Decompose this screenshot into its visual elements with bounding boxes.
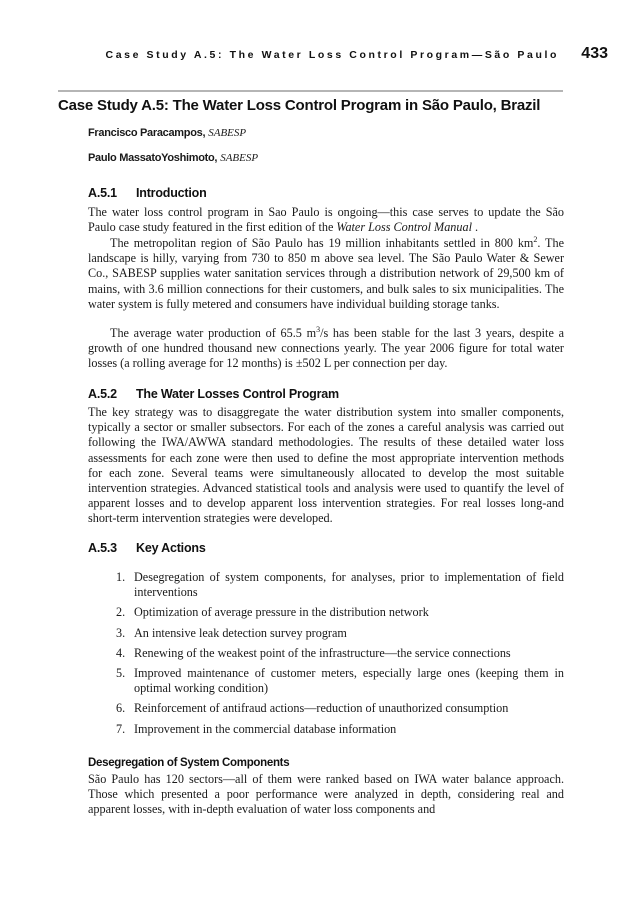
section-heading-key-actions <box>88 541 206 555</box>
subheading-desegregation: Desegregation of System Components <box>88 757 290 769</box>
item-text: Improved maintenance of customer meters, especially large ones (keeping them in optimal working condition) <box>134 666 564 696</box>
section-number: A.5.3 <box>88 541 117 555</box>
section-number: A.5.2 <box>88 387 117 401</box>
intro-paragraph-3 <box>88 326 564 372</box>
list-item <box>88 646 564 661</box>
item-text: Desegregation of system components, for analyses, prior to implementation of field interventions <box>134 570 564 600</box>
item-number: 4. <box>116 645 126 660</box>
list-item <box>88 605 564 620</box>
section-title: Introduction <box>136 186 207 200</box>
author-name: Francisco Paracampos, <box>88 127 206 139</box>
item-text: Improvement in the commercial database information <box>134 721 397 736</box>
item-text: Reinforcement of antifraud actions—reduction of unauthorized consumption <box>134 701 509 716</box>
running-head <box>0 45 619 67</box>
section-title: Key Actions <box>136 541 206 555</box>
item-number: 2. <box>116 605 126 620</box>
section-heading-introduction <box>88 186 207 200</box>
manual-title: Water Loss Control Manual <box>336 220 472 235</box>
text: . The landscape is hilly, varying from 730 to 850 m above sea level. The São Paulo Water & Sewer Co., SABESP supplies water sanitation services through a distribution network of 29,500 km of mains, with 3.6 million connections for their customers, and bulk sales to six municipalities. The water system is fully metered and consumers have individual building storage tanks. <box>88 236 564 311</box>
page-number: 433 <box>581 45 608 62</box>
superscript: 3 <box>316 324 321 334</box>
author-name: Paulo MassatoYoshimoto, <box>88 152 218 164</box>
list-item <box>88 570 564 600</box>
desegregation-paragraph: São Paulo has 120 sectors—all of them were ranked based on IWA water balance approach. Those which presented a poor performance were analyzed in depth, considering real and apparent losses, with in-depth evaluation of water loss components and <box>88 772 564 817</box>
program-paragraph: The key strategy was to disaggregate the water distribution system into smaller components, typically a sector or smaller subsectors. For each of the zones a careful analysis was carried out following the IWA/AWWA standard methodologies. The results of these detailed water loss assessments for each zone were then used to define the most appropriate intervention methods for each zone. Several teams were simultaneously allocated to develop the most suitable intervention strategies. Advanced statistical tools and analysis were used to quantify the level of apparent losses and to develop apparent loss intervention strategies. For real losses long-and short-term intervention strategies were developed. <box>88 405 564 526</box>
author-2 <box>88 150 258 165</box>
author-affiliation: SABESP <box>208 127 247 139</box>
list-item <box>88 666 564 696</box>
list-item <box>88 722 564 737</box>
item-number: 6. <box>116 701 126 716</box>
text: The water loss control program in Sao Paulo is ongoing—this case serves to update the São Paulo case study featured in the first edition of the <box>88 205 564 235</box>
superscript: 2 <box>533 234 538 244</box>
item-text: An intensive leak detection survey program <box>134 625 347 640</box>
section-number: A.5.1 <box>88 186 117 200</box>
item-text: Renewing of the weakest point of the infrastructure—the service connections <box>134 645 511 660</box>
intro-paragraph-1 <box>88 205 564 235</box>
text: The metropolitan region of São Paulo has 19 million inhabitants settled in 800 km <box>110 236 534 250</box>
item-number: 7. <box>116 721 126 736</box>
running-head-title: Case Study A.5: The Water Loss Control Program—São Paulo <box>105 49 559 61</box>
section-heading-program <box>88 387 339 401</box>
list-item <box>88 701 564 716</box>
text: The average water production of 65.5 m <box>110 326 317 340</box>
section-title: The Water Losses Control Program <box>136 387 339 401</box>
author-1 <box>88 125 246 140</box>
item-number: 5. <box>116 666 126 681</box>
text: /s has been stable for the last 3 years, despite a growth of one hundred thousand new connections yearly. The year 2006 figure for total water losses (a rolling average for 12 months) is ±502 L per connection per day. <box>88 326 564 371</box>
item-number: 3. <box>116 625 126 640</box>
list-item <box>88 626 564 641</box>
intro-paragraph-2 <box>88 236 564 312</box>
case-study-title: Case Study A.5: The Water Loss Control Program in São Paulo, Brazil <box>58 97 541 114</box>
text: . <box>471 220 479 235</box>
item-text: Optimization of average pressure in the distribution network <box>134 605 429 620</box>
item-number: 1. <box>116 570 126 584</box>
author-affiliation: SABESP <box>220 152 259 164</box>
key-actions-list <box>88 570 564 742</box>
title-rule <box>58 90 563 92</box>
